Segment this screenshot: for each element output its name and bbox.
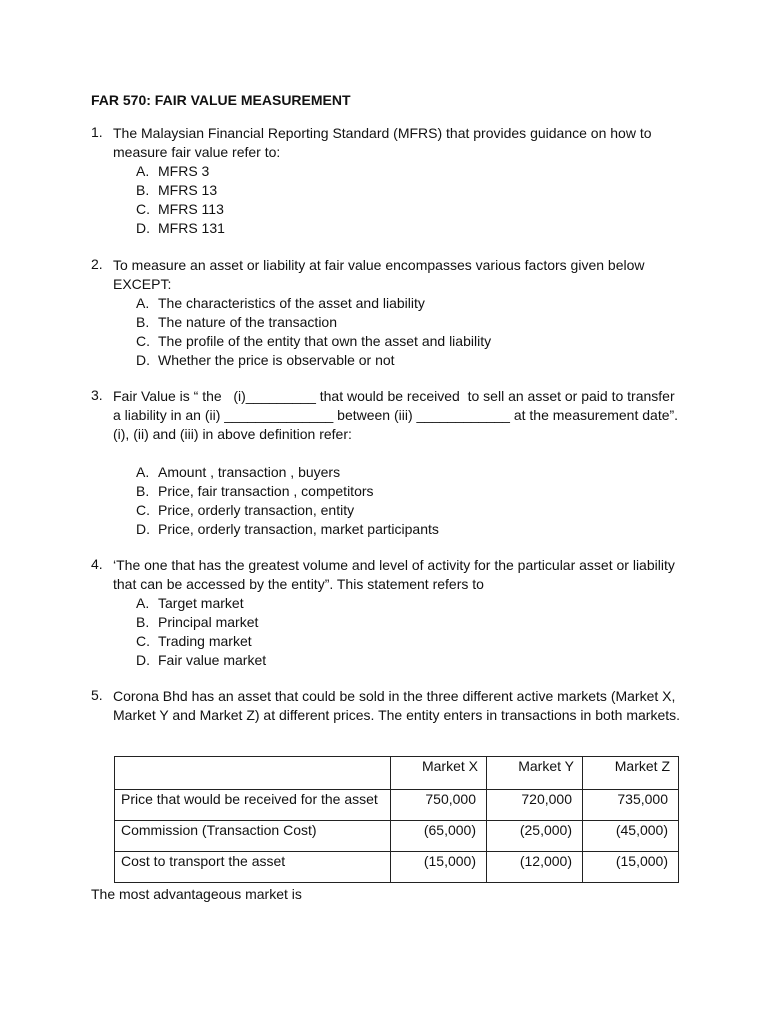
option-text: Amount , transaction , buyers bbox=[158, 464, 341, 480]
table-row bbox=[115, 852, 679, 883]
table-cell: (12,000) bbox=[487, 852, 583, 883]
question-1 bbox=[91, 124, 691, 238]
option-letter: C. bbox=[136, 633, 150, 649]
option-item bbox=[136, 294, 691, 313]
table-cell: (15,000) bbox=[391, 852, 487, 883]
option-letter: A. bbox=[136, 163, 150, 179]
option-item bbox=[136, 520, 701, 539]
table-row bbox=[115, 821, 679, 852]
option-letter: D. bbox=[136, 352, 150, 368]
option-list bbox=[136, 594, 701, 670]
option-item bbox=[136, 632, 701, 651]
question-stem: To measure an asset or liability at fair value encompasses various factors given below EXCEPT: bbox=[113, 257, 645, 292]
option-text: MFRS 3 bbox=[158, 163, 210, 179]
option-letter: A. bbox=[136, 464, 150, 480]
option-item bbox=[136, 613, 701, 632]
option-letter: C. bbox=[136, 502, 150, 518]
option-item bbox=[136, 200, 691, 219]
option-text: Price, orderly transaction, entity bbox=[158, 502, 355, 518]
trailing-prompt: The most advantageous market is bbox=[91, 886, 302, 902]
option-text: The characteristics of the asset and liability bbox=[158, 295, 425, 311]
option-text: Whether the price is observable or not bbox=[158, 352, 395, 368]
table-header-row bbox=[115, 757, 679, 790]
option-text: Price, orderly transaction, market participants bbox=[158, 521, 439, 537]
option-letter: B. bbox=[136, 314, 150, 330]
option-text: Price, fair transaction , competitors bbox=[158, 483, 374, 499]
option-letter: B. bbox=[136, 182, 150, 198]
option-list bbox=[136, 294, 691, 370]
option-letter: C. bbox=[136, 333, 150, 349]
option-item bbox=[136, 162, 691, 181]
table-cell: (25,000) bbox=[487, 821, 583, 852]
question-2 bbox=[91, 256, 691, 370]
option-item bbox=[136, 313, 691, 332]
table-cell: (45,000) bbox=[583, 821, 679, 852]
option-text: Principal market bbox=[158, 614, 259, 630]
option-list bbox=[136, 463, 701, 539]
table-row bbox=[115, 790, 679, 821]
option-letter: D. bbox=[136, 521, 150, 537]
option-item bbox=[136, 181, 691, 200]
question-number: 3. bbox=[91, 387, 103, 403]
option-item bbox=[136, 501, 701, 520]
option-letter: B. bbox=[136, 614, 150, 630]
table-cell: 720,000 bbox=[487, 790, 583, 821]
table-header-cell: Market Y bbox=[487, 757, 583, 790]
question-4 bbox=[91, 556, 701, 670]
question-number: 2. bbox=[91, 256, 103, 272]
option-text: Fair value market bbox=[158, 652, 267, 668]
question-3 bbox=[91, 387, 701, 539]
question-stem: ‘The one that has the greatest volume and level of activity for the particular asset or liability that can be accessed by the entity”. This statement refers to bbox=[113, 557, 675, 592]
option-list bbox=[136, 162, 691, 238]
option-text: MFRS 113 bbox=[158, 201, 224, 217]
table-cell: Commission (Transaction Cost) bbox=[115, 821, 391, 852]
option-letter: A. bbox=[136, 595, 150, 611]
question-5 bbox=[91, 687, 706, 725]
option-item bbox=[136, 651, 701, 670]
option-text: The nature of the transaction bbox=[158, 314, 337, 330]
document-title: FAR 570: FAIR VALUE MEASUREMENT bbox=[91, 92, 351, 108]
markets-table bbox=[114, 756, 679, 883]
option-item bbox=[136, 463, 701, 482]
table-header-cell: Market X bbox=[391, 757, 487, 790]
question-stem: Fair Value is “ the (i)_________ that would be received to sell an asset or paid to transfer a liability in an (ii) ______________ between (iii) ____________ at the measurement date”. (i), (ii) and (iii) in above definition refer: bbox=[113, 388, 679, 442]
table-cell: (65,000) bbox=[391, 821, 487, 852]
option-item bbox=[136, 594, 701, 613]
table-cell: (15,000) bbox=[583, 852, 679, 883]
option-item bbox=[136, 332, 691, 351]
option-text: The profile of the entity that own the asset and liability bbox=[158, 333, 492, 349]
option-item bbox=[136, 219, 691, 238]
option-letter: C. bbox=[136, 201, 150, 217]
option-text: MFRS 13 bbox=[158, 182, 218, 198]
question-number: 5. bbox=[91, 687, 103, 703]
table-header-cell bbox=[115, 757, 391, 790]
question-number: 1. bbox=[91, 124, 103, 140]
question-number: 4. bbox=[91, 556, 103, 572]
option-letter: D. bbox=[136, 220, 150, 236]
option-letter: B. bbox=[136, 483, 150, 499]
option-letter: A. bbox=[136, 295, 150, 311]
table-cell: 735,000 bbox=[583, 790, 679, 821]
option-text: MFRS 131 bbox=[158, 220, 225, 236]
option-text: Target market bbox=[158, 595, 244, 611]
option-item bbox=[136, 482, 701, 501]
option-letter: D. bbox=[136, 652, 150, 668]
table-cell: Cost to transport the asset bbox=[115, 852, 391, 883]
option-text: Trading market bbox=[158, 633, 252, 649]
table-cell: 750,000 bbox=[391, 790, 487, 821]
option-item bbox=[136, 351, 691, 370]
table-cell: Price that would be received for the asset bbox=[115, 790, 391, 821]
table-header-cell: Market Z bbox=[583, 757, 679, 790]
question-stem: The Malaysian Financial Reporting Standard (MFRS) that provides guidance on how to measure fair value refer to: bbox=[113, 125, 652, 160]
question-stem: Corona Bhd has an asset that could be sold in the three different active markets (Market X, Market Y and Market Z) at different prices. The entity enters in transactions in both markets. bbox=[113, 688, 681, 723]
